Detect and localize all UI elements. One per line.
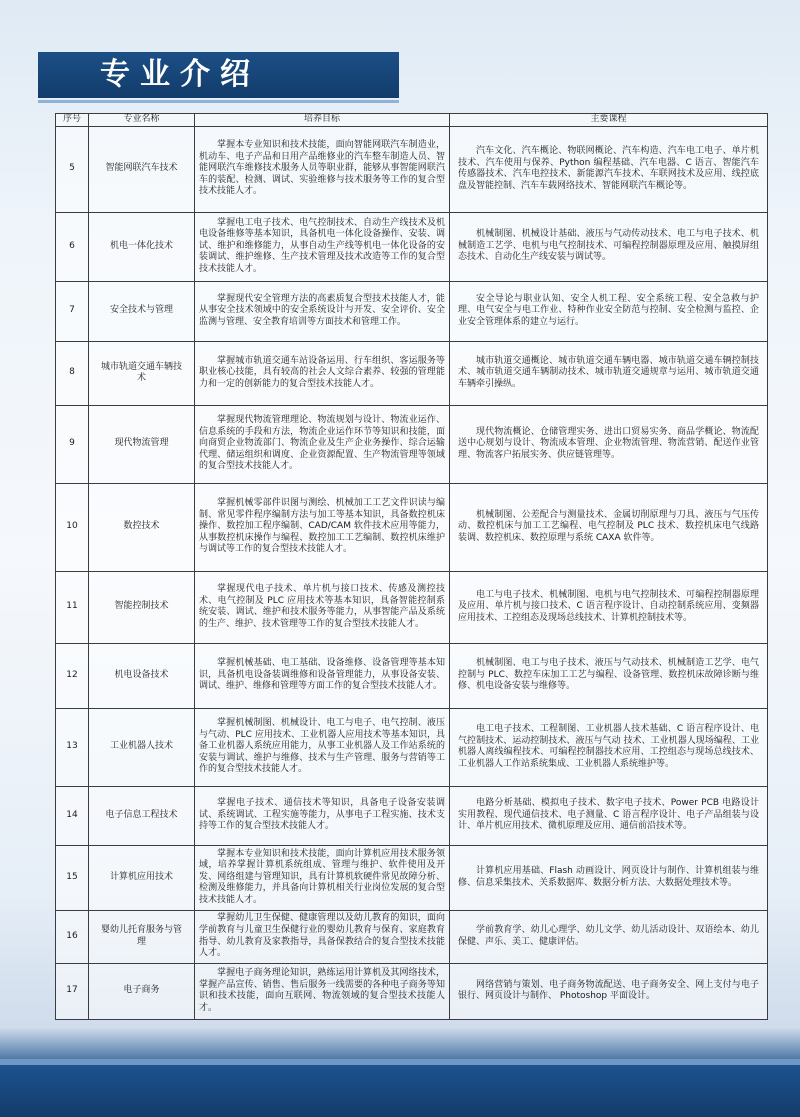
table-row <box>56 281 768 341</box>
program-courses: 机械制图、机械设计基础、液压与气动传动技术、电工与电子技术、机械制造工艺学、电机与电气控制技术、可编程控制器原理及应用、触摸屏组态技术、自动化生产线安装与调试等。 <box>450 212 768 281</box>
program-seq: 13 <box>56 708 89 786</box>
program-goal: 掌握城市轨道交通车站设备运用、行车组织、客运服务等职业核心技能，具有较高的社会人文综合素养、较强的管理能力和一定的创新能力的复合型技术技能人才。 <box>195 341 450 405</box>
program-seq: 16 <box>56 910 89 963</box>
program-name: 机电设备技术 <box>89 643 195 708</box>
program-seq: 15 <box>56 845 89 910</box>
program-goal: 掌握电工电子技术、电气控制技术、自动生产线技术及机电设备维修等基本知识，具备机电一体化设备操作、安装、调试、维护和维修能力，从事自动生产线等机电一体化设备的安装调试、维护维修、生产技术管理及技术改造等工作的复合型技术技能人才。 <box>195 212 450 281</box>
section-title-banner <box>38 52 399 98</box>
program-goal: 掌握现代物流管理理论、物流规划与设计、物流业运作、信息系统的手段和方法，物流企业运作环节等知识和技能，面向商贸企业物流部门、物流企业及生产企业务操作、综合运输代理、储运组织和调度、企业资源配置、生产物流管理等领域的复合型技术技能人才。 <box>195 405 450 483</box>
program-seq: 9 <box>56 405 89 483</box>
program-courses: 机械制图、公差配合与测量技术、金属切削原理与刀具、液压与气压传动、数控机床与加工工艺编程、电气控制及 PLC 技术、数控机床电气线路装调、数控机床、数控原理与系统 CAXA 软件等。 <box>450 483 768 571</box>
program-seq: 5 <box>56 126 89 212</box>
table-row <box>56 845 768 910</box>
program-seq: 11 <box>56 571 89 643</box>
program-seq: 8 <box>56 341 89 405</box>
program-goal: 掌握机械基础、电工基础、设备维修、设备管理等基本知识，具备机电设备装调维修和设备管理能力，从事设备安装、调试、维护、维修和管理等方面工作的复合型技术技能人才。 <box>195 643 450 708</box>
table-row <box>56 126 768 212</box>
program-seq: 17 <box>56 963 89 1019</box>
table-row <box>56 405 768 483</box>
program-courses: 现代物流概论、仓储管理实务、进出口贸易实务、商品学概论、物流配送中心规划与设计、物流成本管理、企业物流管理、物流营销、配送作业管理、物流客户拓展实务、供应链管理等。 <box>450 405 768 483</box>
program-name: 数控技术 <box>89 483 195 571</box>
program-name: 婴幼儿托育服务与管理 <box>89 910 195 963</box>
program-name: 机电一体化技术 <box>89 212 195 281</box>
footer-stripe <box>0 1059 800 1065</box>
program-goal: 掌握幼儿卫生保健、健康管理以及幼儿教育的知识，面向学前教育与儿童卫生保健行业的婴幼儿教育与保育、家庭教育指导、幼儿教育及家教指导，具备保教结合的复合型技术技能人才。 <box>195 910 450 963</box>
program-name: 现代物流管理 <box>89 405 195 483</box>
program-seq: 7 <box>56 281 89 341</box>
program-goal: 掌握现代安全管理方法的高素质复合型技术技能人才，能从事安全技术领域中的安全系统设计与开发、安全评价、安全监测与管理、安全教育培训等方面技术和管理工作。 <box>195 281 450 341</box>
program-courses: 计算机应用基础、Flash 动画设计、网页设计与制作、计算机组装与维修、信息采集技术、关系数据库、数据分析方法、大数据处理技术等。 <box>450 845 768 910</box>
program-seq: 14 <box>56 786 89 845</box>
program-name: 电子商务 <box>89 963 195 1019</box>
page-title: 专业介绍 <box>100 57 260 92</box>
program-courses: 电工电子技术、工程制图、工业机器人技术基础、C 语言程序设计、电气控制技术、运动控制技术、液压与气动 技术、工业机器人现场编程、工业机器人离线编程技术、可编程控制器技术应用、工控组态与现场总线技术、工业机器人工作站系统集成、工业机器人系统维护等。 <box>450 708 768 786</box>
program-seq: 6 <box>56 212 89 281</box>
header-name: 专业名称 <box>89 114 195 127</box>
program-seq: 10 <box>56 483 89 571</box>
program-courses: 网络营销与策划、电子商务物流配送、电子商务安全、网上支付与电子银行、网页设计与制作、 Photoshop 平面设计。 <box>450 963 768 1019</box>
program-courses: 汽车文化、汽车概论、物联网概论、汽车构造、汽车电工电子、单片机技术、汽车使用与保养、Python 编程基础、汽车电器、C 语言、智能汽车传感器技术、汽车电控技术、新能源汽车技术、车联网技术及应用、线控底盘及智能控制、汽车车载网络技术、智能网联汽车概论等。 <box>450 126 768 212</box>
program-goal: 掌握电子商务理论知识，熟练运用计算机及其网络技术，掌握产品宣传、销售、售后服务一线需要的各种电子商务等知识和技术技能，面向互联网、物流领域的复合型技术技能人才。 <box>195 963 450 1019</box>
table-row <box>56 212 768 281</box>
program-courses: 电工与电子技术、机械制图、电机与电气控制技术、可编程控制器原理及应用、单片机与接口技术、C 语言程序设计、自动控制系统应用、变频器应用技术、工控组态及现场总线技术、计算机控制技术等。 <box>450 571 768 643</box>
program-seq: 12 <box>56 643 89 708</box>
program-name: 智能控制技术 <box>89 571 195 643</box>
program-name: 计算机应用技术 <box>89 845 195 910</box>
program-courses: 学前教育学、幼儿心理学、幼儿文学、幼儿活动设计、双语绘本、幼儿保健、声乐、美工、健康评估。 <box>450 910 768 963</box>
program-table-container <box>55 113 767 1020</box>
footer-band <box>0 1059 800 1117</box>
header-courses: 主要课程 <box>450 114 768 127</box>
table-row <box>56 341 768 405</box>
program-courses: 机械制图、电工与电子技术、液压与气动技术、机械制造工艺学、电气控制与 PLC、数控车床加工工艺与编程、设备管理、数控机床故障诊断与维修、机电设备安装与维修等。 <box>450 643 768 708</box>
table-header-row <box>56 114 768 127</box>
program-courses: 安全导论与职业认知、安全人机工程、安全系统工程、安全急救与护理、电气安全与电工作业、特种作业安全防范与控制、安全检测与监控、企业安全管理体系的建立与运行。 <box>450 281 768 341</box>
table-row <box>56 483 768 571</box>
program-name: 城市轨道交通车辆技术 <box>89 341 195 405</box>
title-underline <box>38 100 399 103</box>
header-seq: 序号 <box>56 114 89 127</box>
program-goal: 掌握电子技术、通信技术等知识，具备电子设备安装调试、系统调试、工程实施等能力，从事电子工程实施、技术支持等工作的复合型技术技能人才。 <box>195 786 450 845</box>
program-table <box>55 113 768 1020</box>
program-goal: 掌握本专业知识和技术技能，面向计算机应用技术服务领域，培养掌握计算机系统组成、管理与维护、软件使用及开发、网络组建与管理知识，具有计算机软硬件常见故障分析、检测及维修能力，并具备向计算机相关行业岗位发展的复合型技术技能人才。 <box>195 845 450 910</box>
program-name: 电子信息工程技术 <box>89 786 195 845</box>
table-row <box>56 708 768 786</box>
header-goal: 培养目标 <box>195 114 450 127</box>
program-goal: 掌握机械零部件识图与测绘、机械加工工艺文件识读与编制、常见零件程序编制方法与加工等基本知识，具备数控机床操作、数控加工程序编制、CAD/CAM 软件技术应用等能力，从事数控机床操作与编程、数控加工工艺编制、数控机床维护与调试等工作的复合型技术技能人才。 <box>195 483 450 571</box>
program-courses: 电路分析基础、模拟电子技术、数字电子技术、Power PCB 电路设计实用教程、现代通信技术、电子测量、C 语言程序设计、电子产品组装与设计、单片机应用技术、微机原理及应用、通信前沿技术等。 <box>450 786 768 845</box>
table-row <box>56 910 768 963</box>
table-row <box>56 571 768 643</box>
table-row <box>56 643 768 708</box>
program-courses: 城市轨道交通概论、城市轨道交通车辆电器、城市轨道交通车辆控制技术、城市轨道交通车辆制动技术、城市轨道交通规章与运用、城市轨道交通车辆牵引操纵。 <box>450 341 768 405</box>
table-row <box>56 963 768 1019</box>
table-row <box>56 786 768 845</box>
program-goal: 掌握本专业知识和技术技能，面向智能网联汽车制造业，机动车、电子产品和日用产品维修业的汽车整车制造人员、智能网联汽车维修技术服务人员等职业群，能够从事智能网联汽车的装配、检测、调试、实验维修与技术服务等工作的复合型技术技能人才。 <box>195 126 450 212</box>
program-name: 智能网联汽车技术 <box>89 126 195 212</box>
program-goal: 掌握机械制图、机械设计、电工与电子、电气控制、液压与气动、PLC 应用技术、工业机器人应用技术等基本知识，具备工业机器人系统应用能力，从事工业机器人及工作站系统的安装与调试、维护与维修、技术与生产管理、服务与营销等工作的复合型技术技能人才。 <box>195 708 450 786</box>
program-goal: 掌握现代电子技术、单片机与接口技术、传感及测控技术、电气控制及 PLC 应用技术等基本知识，具备智能控制系统安装、调试、维护和技术服务等能力，从事智能产品及系统的生产、维护、技术管理等工作的复合型技术技能人才。 <box>195 571 450 643</box>
program-name: 安全技术与管理 <box>89 281 195 341</box>
program-name: 工业机器人技术 <box>89 708 195 786</box>
